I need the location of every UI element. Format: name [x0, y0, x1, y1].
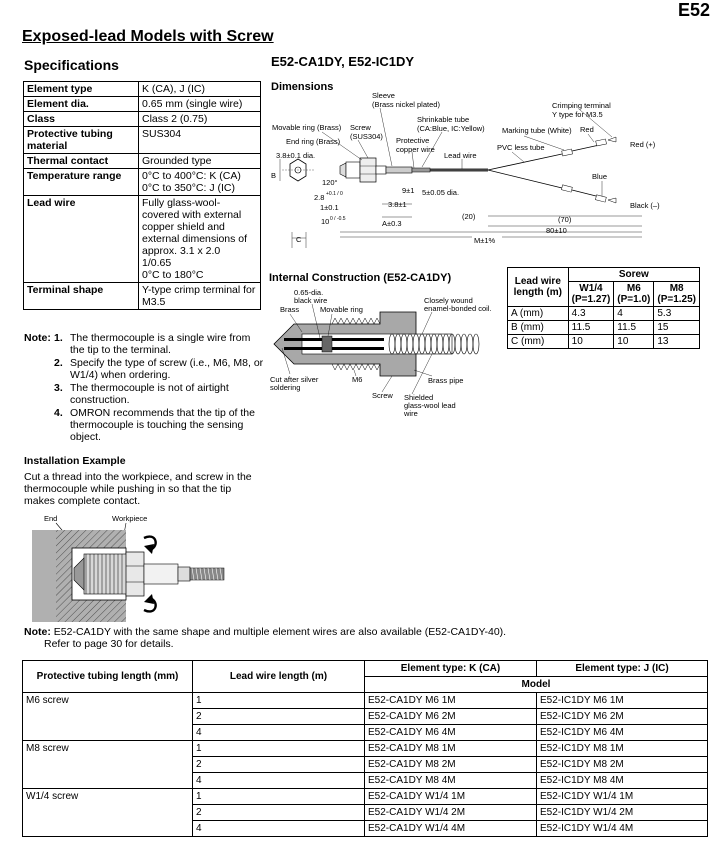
spec-row — [24, 97, 261, 112]
lead-wire-header: Lead wire length (m) — [508, 268, 569, 307]
ic-label-brasspipe: Brass pipe — [428, 376, 464, 385]
dim-label-sleeve2: (Brass nickel plated) — [372, 100, 440, 109]
dim-label-shrink2: (CA:Blue, IC:Yellow) — [417, 124, 485, 133]
notes — [24, 332, 264, 444]
note-text: Specify the type of screw (i.e., M6, M8, or W1/4) when ordering. — [70, 357, 264, 381]
dim-label-shrink1: Shrinkable tube — [417, 115, 470, 124]
lead-length-cell: 1 — [193, 741, 365, 757]
installation-text: Cut a thread into the workpiece, and screw in the thermocouple while pushing in so that the tip makes complete contact. — [24, 471, 252, 507]
spec-row — [24, 169, 261, 196]
spec-row — [24, 127, 261, 154]
dim-label-a: A±0.3 — [382, 219, 402, 228]
col-element-j: Element type: J (IC) — [537, 661, 708, 677]
lead-wire-cell: 13 — [654, 335, 700, 349]
dim-label-d20: (20) — [462, 212, 476, 221]
lead-length-cell: 2 — [193, 709, 365, 725]
dim-label-m: M±1% — [474, 236, 496, 245]
dim-label-dia38: 3.8±0.1 dia. — [276, 151, 316, 160]
hex-nut — [360, 158, 376, 182]
dimensions-heading: Dimensions — [271, 81, 334, 93]
dim-label-d5: 5±0.05 dia. — [422, 188, 460, 197]
spec-label: Protective tubing material — [24, 127, 139, 154]
dim-label-d70: (70) — [558, 215, 572, 224]
bottom-note-text: E52-CA1DY with the same shape and multiple element wires are also available (E52-CA1DY-40). — [53, 626, 507, 638]
spec-row — [24, 154, 261, 169]
spec-value-line: 0°C to 350°C: J (IC) — [142, 182, 236, 194]
dim-label-crimp1: Crimping terminal — [552, 101, 611, 110]
ic-label-wound2: enamel-bonded coil. — [424, 304, 492, 313]
note-label: Note: — [24, 332, 51, 344]
ic-label-shielded2: glass-wool lead — [404, 401, 456, 410]
lead-wire-cell: 11.5 — [568, 321, 614, 335]
dim-label-protective2: copper wire — [396, 145, 435, 154]
col-lead-length: Lead wire length (m) — [193, 661, 365, 693]
ic-label-shielded3: wire — [404, 409, 418, 418]
spec-label: Element type — [24, 82, 139, 97]
model-j-cell: E52-IC1DY W1/4 1M — [537, 789, 708, 805]
spec-value — [139, 82, 261, 97]
model-k-cell: E52-CA1DY M8 1M — [365, 741, 537, 757]
spec-value-line: 1/0.65 — [142, 257, 172, 269]
lead-wire-cell: 15 — [654, 321, 700, 335]
ic-label-movable: Movable ring — [320, 305, 363, 314]
tubing-cell: W1/4 screw — [23, 789, 193, 837]
bottom-note — [24, 626, 714, 650]
model-j-cell: E52-IC1DY M6 4M — [537, 725, 708, 741]
models-heading: E52-CA1DY, E52-IC1DY — [271, 54, 415, 69]
model-j-cell: E52-IC1DY M8 2M — [537, 757, 708, 773]
lead-wire-row — [508, 335, 700, 349]
page-code: E52 — [677, 0, 710, 20]
model-k-cell: E52-CA1DY M6 2M — [365, 709, 537, 725]
ic-label-wound1: Closely wound — [424, 296, 473, 305]
spec-label: Lead wire — [24, 196, 139, 283]
lead-wire-cell: 5.3 — [654, 307, 700, 321]
spec-value — [139, 283, 261, 310]
installation-heading: Installation Example — [24, 455, 126, 467]
tubing-cell: M6 screw — [23, 693, 193, 741]
crimp-terminal-red — [608, 137, 616, 142]
internal-construction-diagram — [262, 286, 502, 426]
model-j-cell: E52-IC1DY M8 1M — [537, 741, 708, 757]
note-number: 1. — [54, 332, 63, 344]
spec-value-line: 0°C to 400°C: K (CA) — [142, 170, 241, 182]
spec-value-line: SUS304 — [142, 128, 182, 140]
dim-label-sleeve: Sleeve — [372, 92, 395, 100]
dim-label-blue: Blue — [592, 172, 608, 181]
col-tubing-length: Protective tubing length (mm) — [23, 661, 193, 693]
lead-wire-row-label: B (mm) — [508, 321, 569, 335]
dim-label-red: Red — [580, 125, 594, 134]
probe-tip — [340, 163, 346, 177]
lead-wire-row-label: A (mm) — [508, 307, 569, 321]
spec-label: Class — [24, 112, 139, 127]
note-number: 3. — [54, 382, 63, 394]
lead-length-cell: 4 — [193, 773, 365, 789]
model-k-cell: E52-CA1DY M6 1M — [365, 693, 537, 709]
spec-row — [24, 112, 261, 127]
lead-length-cell: 4 — [193, 821, 365, 837]
dim-label-screw2: (SUS304) — [350, 132, 383, 141]
screw-pitch: (P=1.0) — [617, 294, 651, 305]
spec-value-line: 0.65 mm (single wire) — [142, 98, 243, 110]
model-j-cell: E52-IC1DY W1/4 2M — [537, 805, 708, 821]
internal-construction-heading: Internal Construction (E52-CA1DY) — [269, 272, 452, 284]
lead-wire-row — [508, 321, 700, 335]
dim-label-120deg: 120° — [322, 178, 338, 187]
dim-label-endring: End ring (Brass) — [286, 137, 341, 146]
page-title: Exposed-lead Models with Screw — [22, 28, 274, 45]
lead-wire-row-label: C (mm) — [508, 335, 569, 349]
workpiece-label: Workpiece — [112, 514, 148, 523]
note-3 — [24, 382, 264, 406]
note-4 — [24, 407, 264, 443]
dim-label-d38: 3.8±1 — [388, 200, 407, 209]
spec-row — [24, 82, 261, 97]
dim-label-leadwire: Lead wire — [444, 151, 477, 160]
dim-label-black: Black (–) — [630, 201, 660, 210]
model-j-cell: E52-IC1DY M6 1M — [537, 693, 708, 709]
model-table — [22, 660, 708, 837]
note-text: The thermocouple is a single wire from the tip to the terminal. — [70, 332, 251, 356]
dim-label-red-plus: Red (+) — [630, 140, 656, 149]
note-2 — [24, 357, 264, 381]
spec-row — [24, 196, 261, 283]
dim-label-crimp2: Y type for M3.5 — [552, 110, 603, 119]
spec-row — [24, 283, 261, 310]
spec-value — [139, 112, 261, 127]
dim-label-d80: 80±10 — [546, 226, 567, 235]
spec-label: Terminal shape — [24, 283, 139, 310]
dim-label-b: B — [271, 171, 277, 180]
spec-label: Thermal contact — [24, 154, 139, 169]
spec-value-line: 0°C to 180°C — [142, 269, 204, 281]
model-k-cell: E52-CA1DY W1/4 2M — [365, 805, 537, 821]
screw-size-col — [568, 282, 614, 307]
ic-label-screw: Screw — [372, 391, 393, 400]
ic-label-cut1: Cut after silver — [270, 375, 319, 384]
ic-label-dia065b: black wire — [294, 296, 328, 305]
bottom-note-label: Note: — [24, 626, 51, 638]
dim-label-pvc: PVC less tube — [497, 143, 545, 152]
model-j-cell: E52-IC1DY M8 4M — [537, 773, 708, 789]
model-row — [23, 741, 708, 757]
lead-wire-row — [508, 307, 700, 321]
lead-length-cell: 4 — [193, 725, 365, 741]
end-label: End — [44, 514, 58, 523]
bottom-note-text2: Refer to page 30 for details. — [44, 638, 174, 650]
spec-value — [139, 169, 261, 196]
note-number: 2. — [54, 357, 63, 369]
specifications-table — [23, 81, 261, 310]
spec-value — [139, 127, 261, 154]
model-k-cell: E52-CA1DY M8 2M — [365, 757, 537, 773]
screw-size-col — [614, 282, 654, 307]
screw-pitch: (P=1.25) — [657, 294, 696, 305]
dim-label-d28: 2.8 — [314, 193, 325, 202]
model-k-cell: E52-CA1DY W1/4 4M — [365, 821, 537, 837]
model-row — [23, 693, 708, 709]
note-number: 4. — [54, 407, 63, 419]
ic-label-m6: M6 — [352, 375, 363, 384]
lead-wire-cell: 4 — [614, 307, 654, 321]
sorew-header: Sorew — [568, 268, 699, 282]
installation-diagram — [26, 512, 226, 624]
screw-pitch: (P=1.27) — [571, 294, 611, 305]
dim-label-c: C — [296, 235, 302, 244]
lead-wire-table — [507, 267, 700, 349]
model-row — [23, 789, 708, 805]
note-text: OMRON recommends that the tip of the thermocouple is touching the sensing object. — [70, 407, 255, 443]
screw-size: W1/4 — [579, 283, 603, 294]
lead-wire-cell: 10 — [568, 335, 614, 349]
spec-label: Element dia. — [24, 97, 139, 112]
screw-size: M6 — [626, 283, 641, 294]
spec-value-line: K (CA), J (IC) — [142, 83, 205, 95]
spec-value-line: Fully glass-wool-covered with external copper shield and external dimensions of approx. 3.1 x 2.0 — [142, 197, 248, 257]
lead-wire-cell: 11.5 — [614, 321, 654, 335]
lead-wire-cell: 10 — [614, 335, 654, 349]
lead-length-cell: 2 — [193, 805, 365, 821]
spec-value-line: Grounded type — [142, 155, 212, 167]
lead-length-cell: 1 — [193, 789, 365, 805]
spec-value — [139, 97, 261, 112]
lead-length-cell: 2 — [193, 757, 365, 773]
specifications-heading: Specifications — [24, 57, 119, 73]
screw-size: M8 — [669, 283, 684, 294]
dim-label-d1: 1±0.1 — [320, 203, 339, 212]
screw-size-col — [654, 282, 700, 307]
dim-label-marking: Marking tube (White) — [502, 126, 572, 135]
sleeve-tube — [386, 167, 412, 173]
spec-value — [139, 154, 261, 169]
ic-label-dia065a: 0.65-dia. — [294, 288, 324, 297]
spec-value-line: Y-type crimp terminal for M3.5 — [142, 284, 256, 308]
dim-label-d10tol: 0 / -0.5 — [330, 216, 346, 222]
lead-wire-cell: 4.3 — [568, 307, 614, 321]
note-text: The thermocouple is not of airtight construction. — [70, 382, 229, 406]
dimensions-diagram — [262, 92, 702, 252]
spec-value-line: Class 2 (0.75) — [142, 113, 208, 125]
col-element-k: Element type: K (CA) — [365, 661, 537, 677]
model-k-cell: E52-CA1DY W1/4 1M — [365, 789, 537, 805]
dim-label-d28tol: +0.1 / 0 — [326, 191, 343, 197]
dim-label-screw: Screw — [350, 123, 371, 132]
lead-length-cell: 1 — [193, 693, 365, 709]
model-k-cell: E52-CA1DY M8 4M — [365, 773, 537, 789]
dim-label-protective1: Protective — [396, 136, 430, 145]
dim-label-d10: 10 — [321, 217, 330, 226]
crimp-terminal-black — [608, 198, 616, 203]
tubing-cell: M8 screw — [23, 741, 193, 789]
note-1 — [24, 332, 264, 356]
model-j-cell: E52-IC1DY M6 2M — [537, 709, 708, 725]
dim-label-movable: Movable ring (Brass) — [272, 123, 342, 132]
spec-label: Temperature range — [24, 169, 139, 196]
ic-label-shielded1: Shielded — [404, 393, 434, 402]
model-subheader: Model — [365, 677, 708, 693]
model-k-cell: E52-CA1DY M6 4M — [365, 725, 537, 741]
dim-label-d9: 9±1 — [402, 186, 415, 195]
spec-value — [139, 196, 261, 283]
model-j-cell: E52-IC1DY W1/4 4M — [537, 821, 708, 837]
ic-label-brass: Brass — [280, 305, 300, 314]
ic-label-cut2: soldering — [270, 383, 301, 392]
